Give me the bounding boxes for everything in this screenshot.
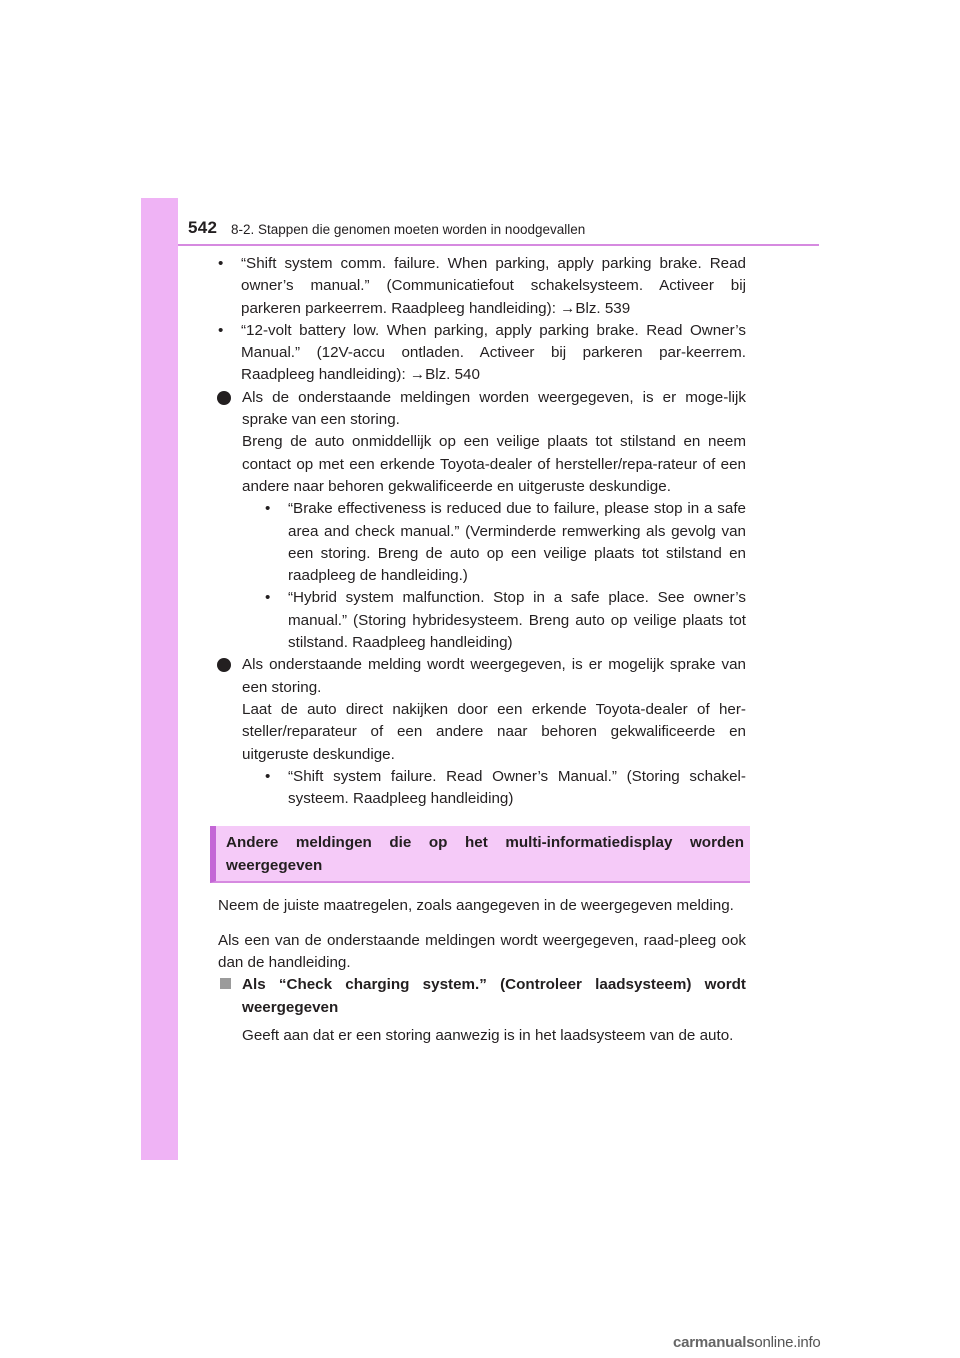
section-callout: Andere meldingen die op het multi-informatiedisplay worden weergegeven [210,826,750,883]
bullet-icon: • [265,589,271,607]
bullet-icon: • [218,321,224,339]
list-item: • “12-volt battery low. When parking, apply parking brake. Read Owner’s Manual.” (12V-accu ontladen. Activeer bij parkeren par-keerrem. Raadpleeg handleiding): →Blz. 540 [218,321,746,384]
list-item: • “Hybrid system malfunction. Stop in a safe place. See owner’s manual.” (Storing hybridesysteem. Breng auto op veilige plaats tot stilstand. Raadpleeg handleiding) [265,589,746,652]
paragraph: Laat de auto direct nakijken door een erkende Toyota-dealer of her-steller/reparateur of een andere naar behoren gekwalificeerde en uitgeruste deskundige. [242,700,746,763]
paragraph: Neem de juiste maatregelen, zoals aangegeven in de weergegeven melding. [218,897,734,915]
list-item: • “Brake effectiveness is reduced due to failure, please stop in a safe area and check manual.” (Verminderde remwerking als gevolg van een storing. Breng de auto op een veilige plaats tot stilstand en raadpleeg de handleiding.) [265,500,746,585]
chapter-side-tab [141,198,178,1160]
watermark-brand: carmanuals [673,1334,755,1351]
page-content [218,253,746,1047]
list-item: • “Shift system comm. failure. When parking, apply parking brake. Read owner’s manual.” (Communicatiefout schakelsysteem. Activeer bij parkeren parkeerrem. Raadpleeg handleiding): →Blz. 539 [218,255,746,317]
square-bullet-icon [220,978,231,989]
circle-item: Als onderstaande melding wordt weergegeven, is er mogelijk sprake van een storing. [218,654,746,699]
page-number: 542 [188,218,218,237]
circle-bullet-icon [217,391,231,405]
list-item: • “Shift system failure. Read Owner’s Manual.” (Storing schakel-systeem. Raadpleeg handleiding) [265,767,746,808]
header-divider [178,244,819,246]
bullet-icon: • [265,500,271,518]
bullet-icon: • [265,767,271,785]
circle-item: Als de onderstaande meldingen worden weergegeven, is er moge-lijk sprake van een storing. [218,387,746,432]
section-title: 8-2. Stappen die genomen moeten worden in noodgevallen [231,222,586,237]
paragraph: Als een van de onderstaande meldingen wordt weergegeven, raad-pleeg ook dan de handleiding. [218,931,746,972]
watermark-domain: online.info [754,1334,821,1351]
subsection-heading: Als “Check charging system.” (Controleer laadsysteem) wordt weergegeven [218,974,746,1019]
bullet-icon: • [218,255,224,272]
watermark [673,1334,821,1351]
circle-bullet-icon [217,658,231,672]
paragraph: Geeft aan dat er een storing aanwezig is in het laadsysteem van de auto. [242,1026,734,1044]
paragraph: Breng de auto onmiddellijk op een veilige plaats tot stilstand en neem contact op met een erkende Toyota-dealer of hersteller/repa-rateur of een andere naar behoren gekwalificeerde en uitgeruste deskundige. [242,433,746,495]
